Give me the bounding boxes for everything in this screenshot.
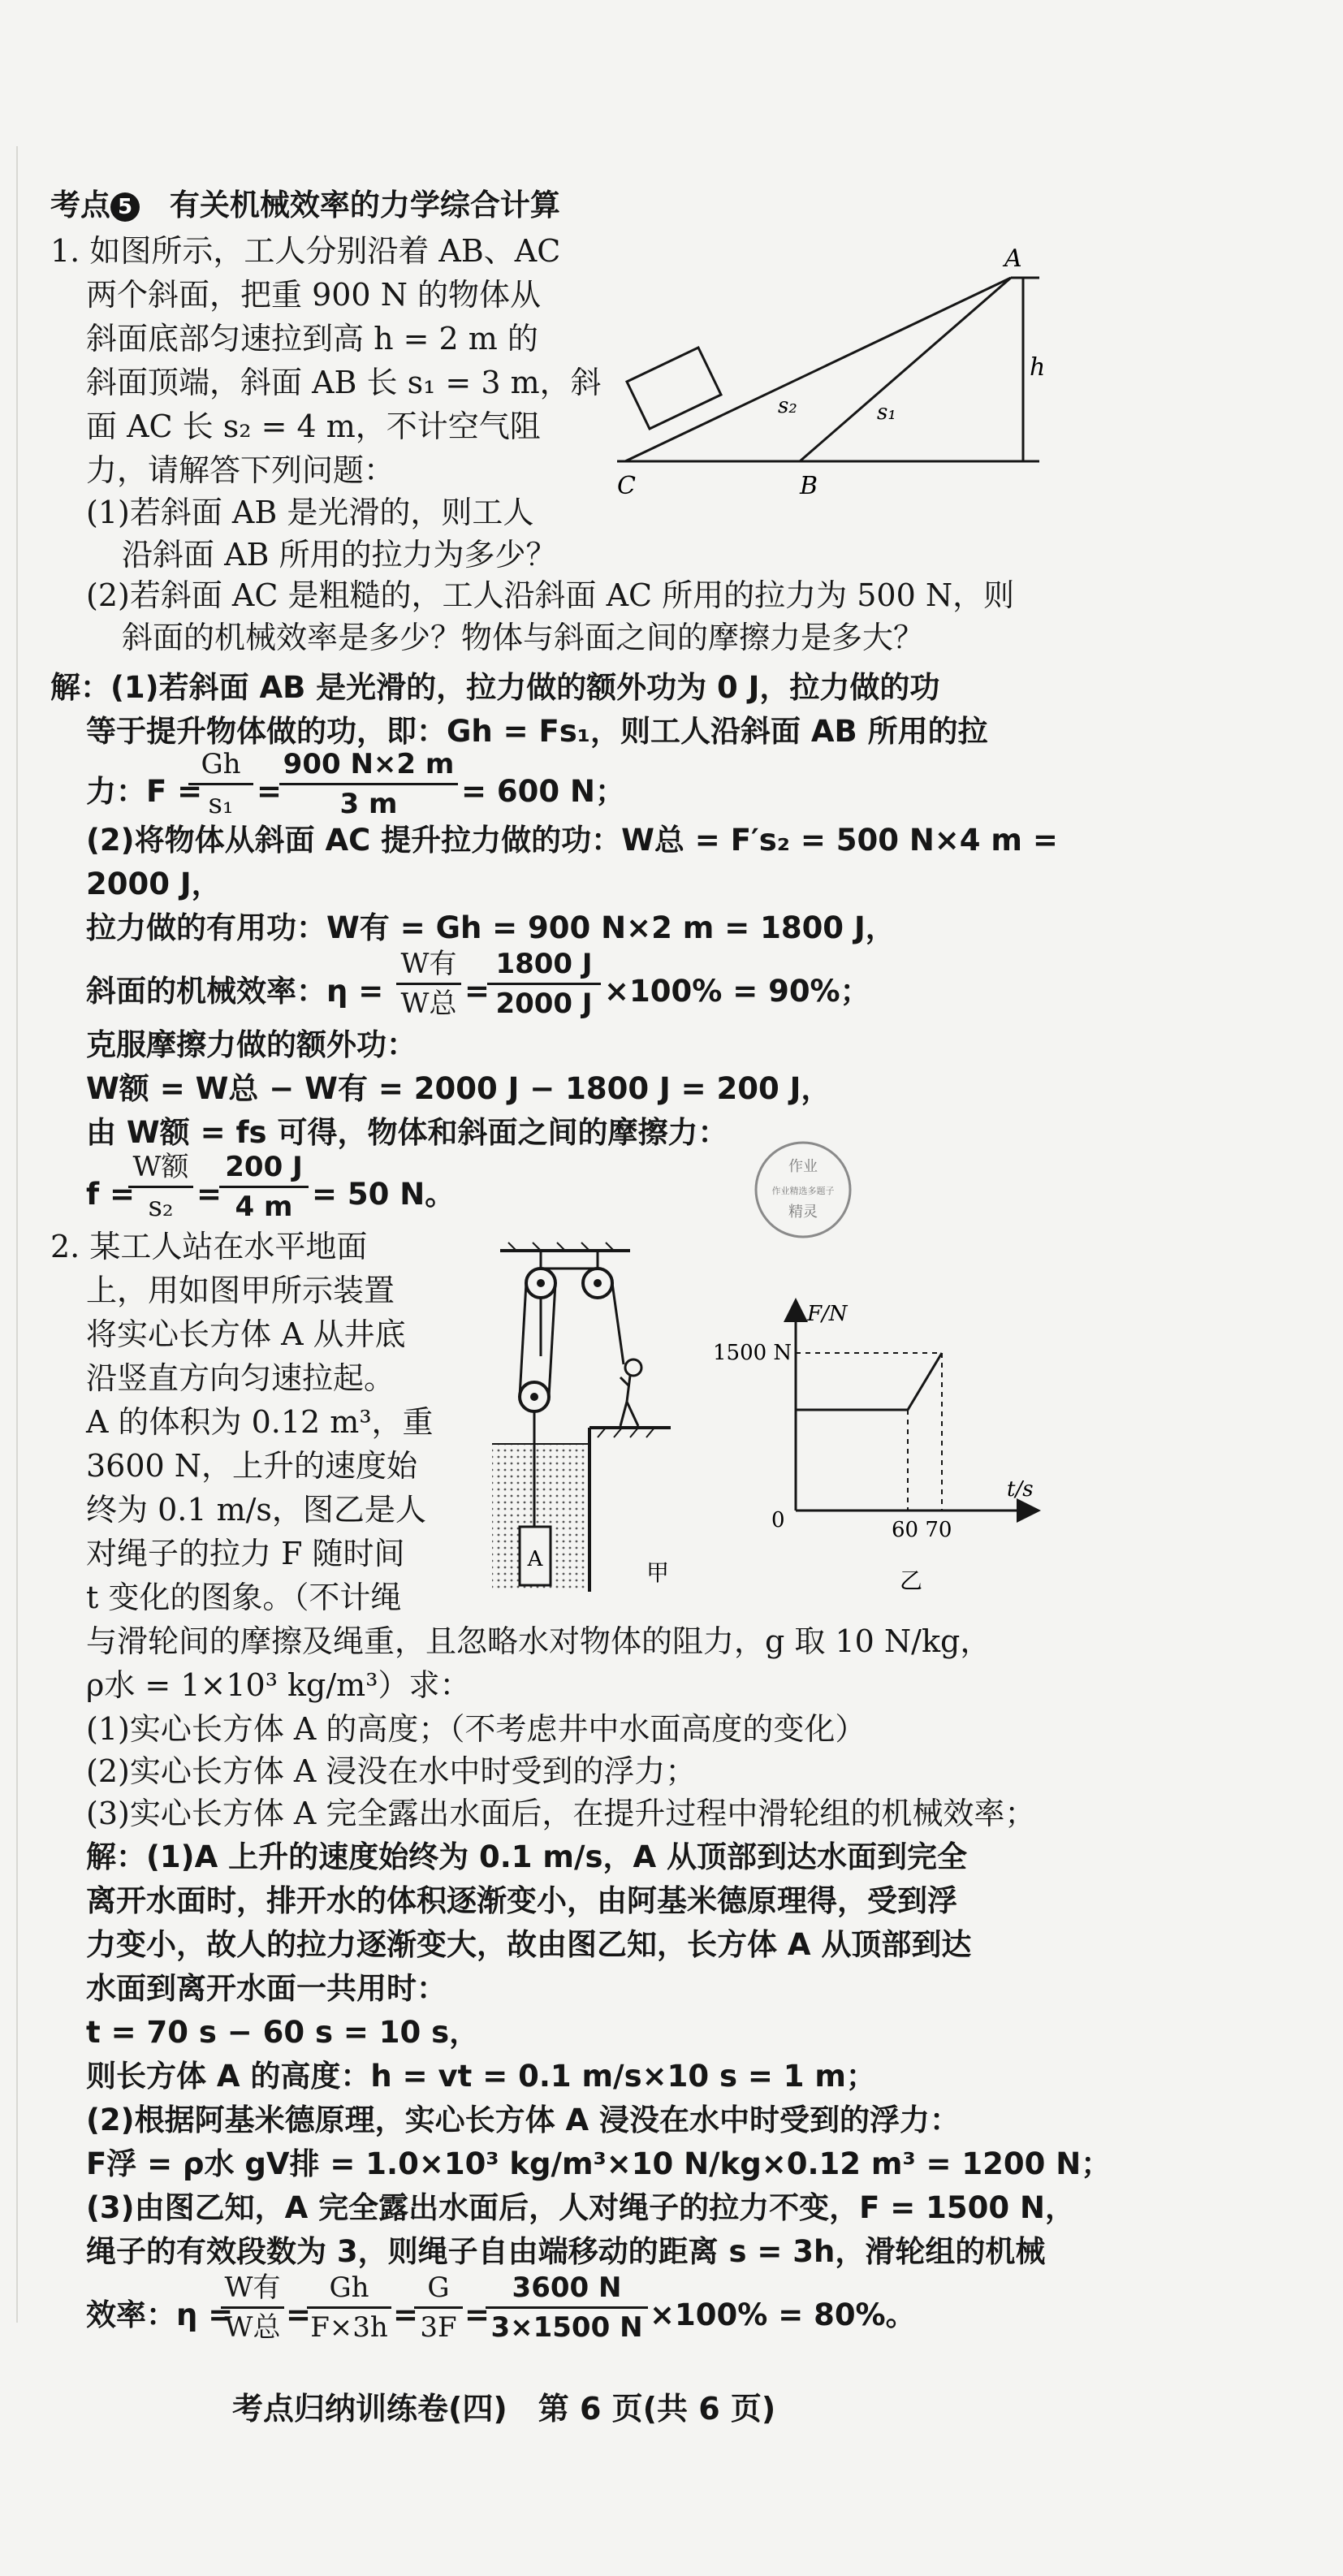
- equals-sign: =: [464, 2297, 490, 2332]
- q1-sol-line-7-pre: 斜面的机械效率：η =: [86, 974, 384, 1009]
- numerator: 3600 N: [512, 2271, 622, 2304]
- denominator: 3F: [420, 2311, 457, 2344]
- q2-fraction-4: [486, 2271, 648, 2345]
- q1-sub1-line-2: 沿斜面 AB 所用的拉力为多少？: [122, 537, 557, 573]
- denominator: W总: [400, 988, 457, 1020]
- q2-line-9: t 变化的图象。（不计绳: [86, 1580, 402, 1615]
- q1-fraction-values: [279, 747, 458, 821]
- y-tick-1500: 1500 N: [713, 1341, 792, 1365]
- equals-sign: =: [464, 974, 490, 1009]
- caption-yi: 乙: [900, 1567, 923, 1594]
- label-A: A: [1004, 244, 1022, 273]
- q1-line-1: 1. 如图所示，工人分别沿着 AB、AC: [50, 233, 561, 269]
- q1-sol-line-1: 解：(1)若斜面 AB 是光滑的，拉力做的额外功为 0 J，拉力做的功: [50, 670, 940, 705]
- q1-sol-line-3-post: = 600 N；: [461, 774, 625, 809]
- numerator: W有: [224, 2271, 281, 2304]
- denominator: W总: [224, 2311, 281, 2344]
- q1-sol-line-6: 拉力做的有用功：W有 = Gh = 900 N×2 m = 1800 J，: [86, 910, 896, 945]
- force-time-graph: [706, 1291, 1047, 1600]
- numerator: 900 N×2 m: [283, 748, 455, 780]
- q1-fraction-friction-values: [219, 1150, 309, 1224]
- numerator: 200 J: [225, 1151, 303, 1183]
- q2-sub2: (2)实心长方体 A 浸没在水中时受到的浮力；: [86, 1753, 697, 1789]
- q1-line-4: 斜面顶端，斜面 AB 长 s₁ = 3 m，斜: [86, 365, 602, 400]
- numerator: Gh: [329, 2271, 369, 2304]
- denominator: s₂: [148, 1191, 174, 1223]
- q2-sub3: (3)实心长方体 A 完全露出水面后，在提升过程中滑轮组的机械效率；: [86, 1796, 1036, 1831]
- q2-sol-line-5: t = 70 s − 60 s = 10 s，: [86, 2015, 480, 2050]
- q2-line-8: 对绳子的拉力 F 随时间: [86, 1536, 405, 1571]
- q1-line-3: 斜面底部匀速拉到高 h = 2 m 的: [86, 321, 538, 357]
- heading-prefix: 考点: [50, 188, 110, 223]
- q2-fraction-3: [414, 2271, 463, 2345]
- equals-sign: =: [196, 1177, 222, 1212]
- label-B: B: [800, 472, 818, 500]
- numerator: G: [427, 2271, 450, 2304]
- q1-fraction-gh-s1: [188, 747, 253, 821]
- q2-line-11: ρ水 = 1×10³ kg/m³）求：: [86, 1667, 471, 1703]
- label-s2: s₂: [778, 394, 797, 418]
- section-heading: [50, 185, 560, 226]
- q2-sol-line-11-pre: 效率：η =: [86, 2297, 234, 2332]
- q1-line-6: 力，请解答下列问题：: [86, 452, 395, 488]
- q2-sol-line-4: 水面到离开水面一共用时：: [86, 1971, 447, 2006]
- denominator: 4 m: [235, 1191, 293, 1223]
- q1-fraction-friction: [128, 1150, 193, 1224]
- q1-sol-line-9: W额 = W总 − W有 = 2000 J − 1800 J = 200 J，: [86, 1071, 831, 1106]
- stamp-top: 作业: [788, 1158, 818, 1175]
- x-ticks: 60 70: [892, 1518, 952, 1542]
- q2-line-6: 3600 N，上升的速度始: [86, 1448, 418, 1484]
- numerator: 1800 J: [495, 948, 593, 980]
- q1-sol-line-5: 2000 J，: [86, 867, 222, 901]
- q1-sol-line-8: 克服摩擦力做的额外功：: [86, 1027, 417, 1062]
- q1-sol-line-11-pre: f =: [86, 1177, 135, 1212]
- q2-sol-line-9: (3)由图乙知，A 完全露出水面后，人对绳子的拉力不变，F = 1500 N，: [86, 2190, 1075, 2225]
- q1-sub2-line-1: (2)若斜面 AC 是粗糙的，工人沿斜面 AC 所用的拉力为 500 N，则: [86, 577, 1015, 613]
- q1-sub2-line-2: 斜面的机械效率是多少？物体与斜面之间的摩擦力是多大？: [122, 620, 925, 655]
- equals-sign: =: [286, 2297, 312, 2332]
- origin-label: 0: [771, 1508, 785, 1532]
- label-C: C: [617, 472, 636, 500]
- denominator: 3×1500 N: [490, 2311, 643, 2344]
- equals-sign: =: [257, 774, 283, 809]
- denominator: F×3h: [310, 2311, 388, 2344]
- page-footer: 考点归纳训练卷(四) 第 6 页(共 6 页): [232, 2391, 776, 2427]
- q1-sol-line-4: (2)将物体从斜面 AC 提升拉力做的功：W总 = F′s₂ = 500 N×4 m =: [86, 823, 1058, 858]
- q2-line-5: A 的体积为 0.12 m³，重: [86, 1404, 434, 1440]
- q1-sub1-line-1: (1)若斜面 AB 是光滑的，则工人: [86, 495, 534, 530]
- homework-stamp: [750, 1137, 856, 1243]
- incline-figure: [601, 236, 1056, 512]
- q2-sol-line-10: 绳子的有效段数为 3，则绳子自由端移动的距离 s = 3h，滑轮组的机械: [86, 2234, 1046, 2269]
- numerator: W有: [400, 948, 457, 980]
- caption-jia: 甲: [646, 1559, 670, 1586]
- q2-line-7: 终为 0.1 m/s，图乙是人: [86, 1492, 426, 1528]
- q2-line-10: 与滑轮间的摩擦及绳重，且忽略水对物体的阻力，g 取 10 N/kg，: [86, 1623, 991, 1659]
- label-h: h: [1030, 353, 1046, 382]
- q1-sol-line-7-post: ×100% = 90%；: [604, 974, 870, 1009]
- q2-sol-line-6: 则长方体 A 的高度：h = vt = 0.1 m/s×10 s = 1 m；: [86, 2059, 876, 2094]
- y-axis-label: F/N: [807, 1302, 848, 1326]
- q2-sol-line-2: 离开水面时，排开水的体积逐渐变小，由阿基米德原理得，受到浮: [86, 1883, 957, 1918]
- denominator: 2000 J: [495, 988, 593, 1020]
- q2-line-3: 将实心长方体 A 从井底: [86, 1316, 406, 1352]
- q2-sol-line-11-post: ×100% = 80%。: [650, 2297, 916, 2332]
- q2-sol-line-8: F浮 = ρ水 gV排 = 1.0×10³ kg/m³×10 N/kg×0.12 m³ = 1200 N；: [86, 2146, 1112, 2181]
- q1-line-5: 面 AC 长 s₂ = 4 m，不计空气阻: [86, 408, 541, 444]
- pulley-well-figure: [484, 1234, 695, 1600]
- q1-sol-line-3-pre: 力：F =: [86, 774, 203, 809]
- q2-sol-line-7: (2)根据阿基米德原理，实心长方体 A 浸没在水中时受到的浮力：: [86, 2103, 960, 2137]
- q1-fraction-efficiency-values: [487, 947, 601, 1021]
- q2-fraction-2: [307, 2271, 391, 2345]
- q1-sol-line-11-post: = 50 N。: [312, 1177, 456, 1212]
- q2-sol-line-1: 解：(1)A 上升的速度始终为 0.1 m/s，A 从顶部到达水面到完全: [86, 1839, 967, 1874]
- heading-title: 有关机械效率的力学综合计算: [169, 188, 560, 223]
- q1-line-2: 两个斜面，把重 900 N 的物体从: [86, 277, 542, 313]
- worker-figure: [625, 1359, 641, 1376]
- denominator: 3 m: [339, 788, 398, 820]
- heading-number-badge: 5: [110, 192, 140, 222]
- q2-line-2: 上，用如图甲所示装置: [86, 1273, 395, 1308]
- q1-sol-line-2: 等于提升物体做的功，即：Gh = Fs₁，则工人沿斜面 AB 所用的拉: [86, 714, 988, 749]
- numerator: W额: [132, 1151, 189, 1183]
- q2-sub1: (1)实心长方体 A 的高度；（不考虑井中水面高度的变化）: [86, 1711, 866, 1747]
- stamp-mid: 作业精选多题子: [771, 1186, 835, 1196]
- numerator: Gh: [201, 748, 241, 780]
- q1-fraction-efficiency: [396, 947, 461, 1021]
- equals-sign: =: [393, 2297, 419, 2332]
- force-curve: [796, 1353, 942, 1410]
- label-s1: s₁: [877, 400, 896, 425]
- block-A-label: A: [527, 1547, 543, 1571]
- denominator: s₁: [208, 788, 234, 820]
- q2-fraction-1: [221, 2271, 284, 2345]
- page-margin-rule: [16, 146, 18, 2323]
- x-axis-label: t/s: [1007, 1477, 1034, 1502]
- q2-sol-line-3: 力变小，故人的拉力逐渐变大，故由图乙知，长方体 A 从顶部到达: [86, 1927, 972, 1962]
- stamp-bottom: 精灵: [788, 1204, 818, 1221]
- block-on-incline: [627, 348, 721, 429]
- q2-line-4: 沿竖直方向匀速拉起。: [86, 1360, 395, 1396]
- q1-sol-line-10: 由 W额 = fs 可得，物体和斜面之间的摩擦力：: [86, 1115, 728, 1150]
- q2-line-1: 2. 某工人站在水平地面: [50, 1229, 368, 1264]
